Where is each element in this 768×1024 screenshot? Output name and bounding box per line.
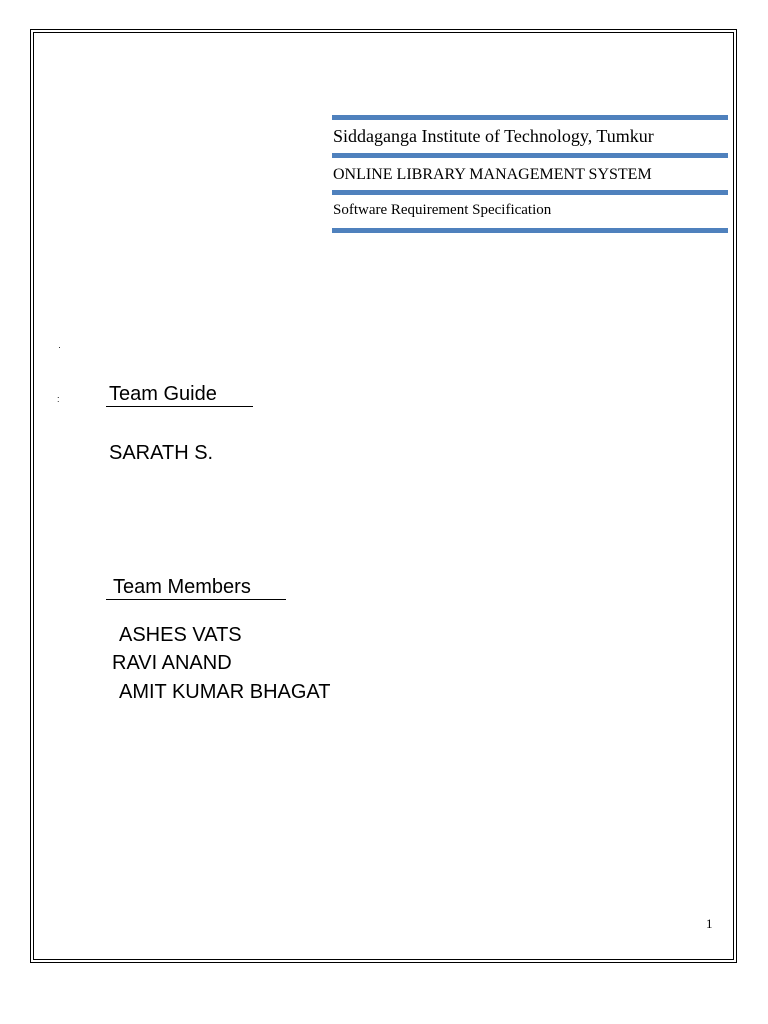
- stray-mark-dot: ·: [58, 342, 61, 352]
- team-members-underline: [106, 599, 286, 600]
- institution-name: Siddaganga Institute of Technology, Tumkur: [333, 126, 654, 146]
- header-rule-bottom: [332, 228, 728, 233]
- team-guide-name: SARATH S.: [109, 442, 214, 464]
- team-member-name: RAVI ANAND: [112, 652, 232, 674]
- team-members-heading: Team Members: [113, 576, 251, 598]
- header-rule-top: [332, 115, 728, 120]
- header-rule-3: [332, 190, 728, 195]
- team-member-name: AMIT KUMAR BHAGAT: [119, 681, 331, 703]
- header-rule-2: [332, 153, 728, 158]
- document-type: Software Requirement Specification: [333, 202, 552, 218]
- team-member-name: ASHES VATS: [119, 624, 242, 646]
- team-guide-underline: [106, 406, 253, 407]
- stray-mark-colon: :: [57, 394, 60, 404]
- team-guide-heading: Team Guide: [109, 383, 217, 405]
- page-number: 1: [706, 916, 713, 931]
- project-title: ONLINE LIBRARY MANAGEMENT SYSTEM: [333, 166, 652, 183]
